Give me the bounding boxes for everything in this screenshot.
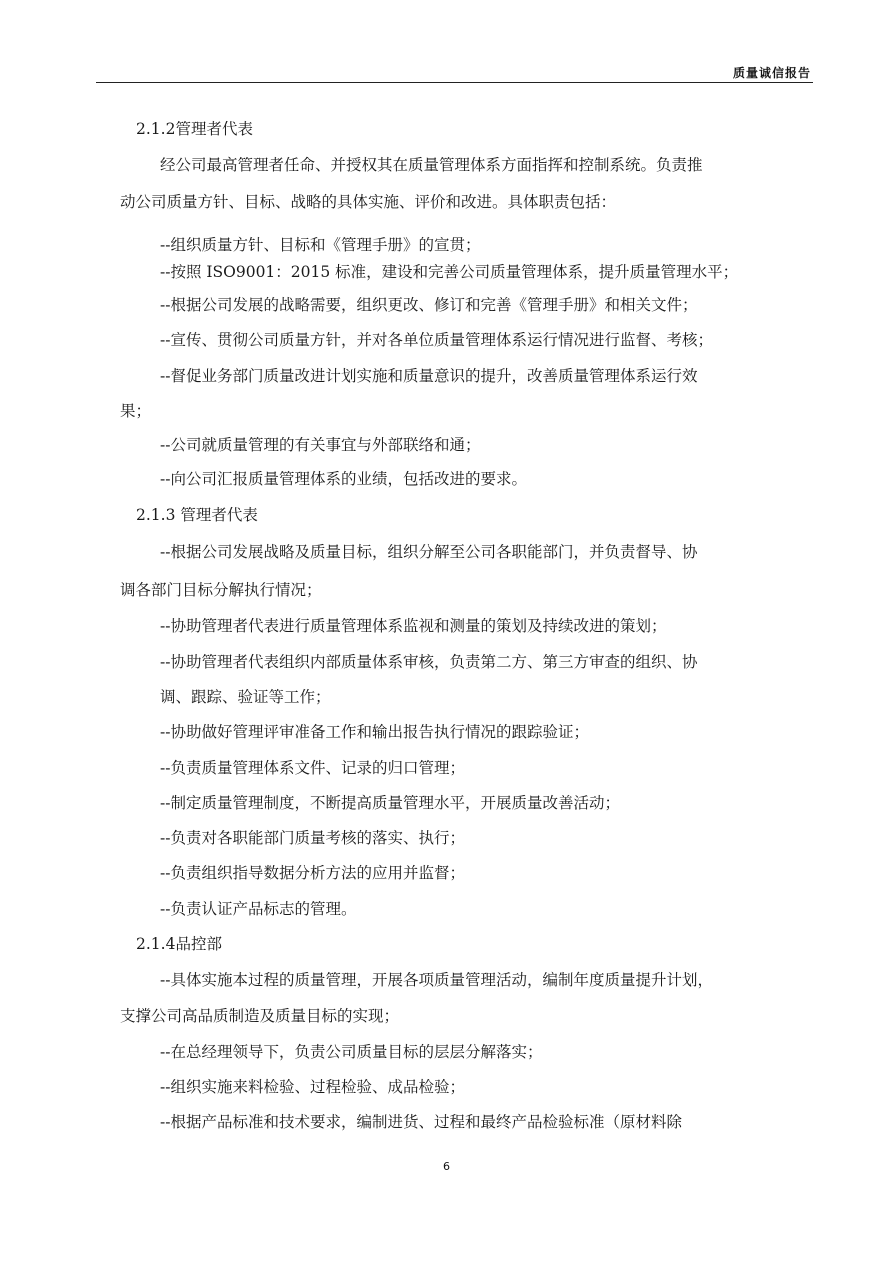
report-header-title: 质量诚信报告 — [732, 66, 811, 80]
heading-2-1-3: 2.1.3 管理者代表 — [136, 506, 258, 524]
list-item: --制定质量管理制度，不断提高质量管理水平，开展质量改善活动； — [160, 794, 620, 812]
list-item-continuation: 调、跟踪、验证等工作； — [160, 688, 331, 706]
list-item: --负责组织指导数据分析方法的应用并监督； — [160, 864, 465, 882]
list-item: --根据公司发展战略及质量目标，组织分解至公司各职能部门，并负责督导、协 — [160, 543, 698, 561]
list-item: --协助管理者代表组织内部质量体系审核，负责第二方、第三方审查的组织、协 — [160, 653, 698, 671]
heading-2-1-2: 2.1.2管理者代表 — [136, 120, 253, 138]
list-item: --协助做好管理评审准备工作和输出报告执行情况的跟踪验证； — [160, 723, 589, 741]
list-item: --负责认证产品标志的管理。 — [160, 900, 357, 918]
page-number: 6 — [443, 1160, 450, 1173]
list-item: --根据公司发展的战略需要，组织更改、修订和完善《管理手册》和相关文件； — [160, 296, 698, 314]
list-item: --负责对各职能部门质量考核的落实、执行； — [160, 829, 465, 847]
list-item: --负责质量管理体系文件、记录的归口管理； — [160, 759, 465, 777]
list-item: --宣传、贯彻公司质量方针，并对各单位质量管理体系运行情况进行监督、考核； — [160, 331, 713, 349]
list-item: --督促业务部门质量改进计划实施和质量意识的提升，改善质量管理体系运行效 — [160, 367, 698, 385]
list-item: --向公司汇报质量管理体系的业绩，包括改进的要求。 — [160, 470, 527, 488]
list-item: --在总经理领导下，负责公司质量目标的层层分解落实； — [160, 1043, 543, 1061]
list-item-continuation: 果； — [120, 402, 152, 420]
heading-2-1-4: 2.1.4品控部 — [136, 935, 222, 953]
list-item: --组织实施来料检验、过程检验、成品检验； — [160, 1078, 465, 1096]
list-item-continuation: 支撑公司高品质制造及质量目标的实现； — [120, 1007, 400, 1025]
list-item: --协助管理者代表进行质量管理体系监视和测量的策划及持续改进的策划； — [160, 617, 667, 635]
list-item: --根据产品标准和技术要求，编制进货、过程和最终产品检验标准（原材料除 — [160, 1113, 682, 1131]
list-item: --公司就质量管理的有关事宜与外部联络和通； — [160, 436, 481, 454]
list-item: --组织质量方针、目标和《管理手册》的宣贯； — [160, 236, 481, 254]
paragraph-line: 经公司最高管理者任命、并授权其在质量管理体系方面指挥和控制系统。负责推 — [160, 156, 703, 174]
list-item: --具体实施本过程的质量管理，开展各项质量管理活动，编制年度质量提升计划， — [160, 971, 713, 989]
header-divider — [96, 82, 813, 83]
paragraph-line: 动公司质量方针、目标、战略的具体实施、评价和改进。具体职责包括： — [120, 193, 617, 211]
list-item: --按照 ISO9001：2015 标准，建设和完善公司质量管理体系，提升质量管理水平； — [160, 263, 739, 281]
list-item-continuation: 调各部门目标分解执行情况； — [120, 581, 322, 599]
